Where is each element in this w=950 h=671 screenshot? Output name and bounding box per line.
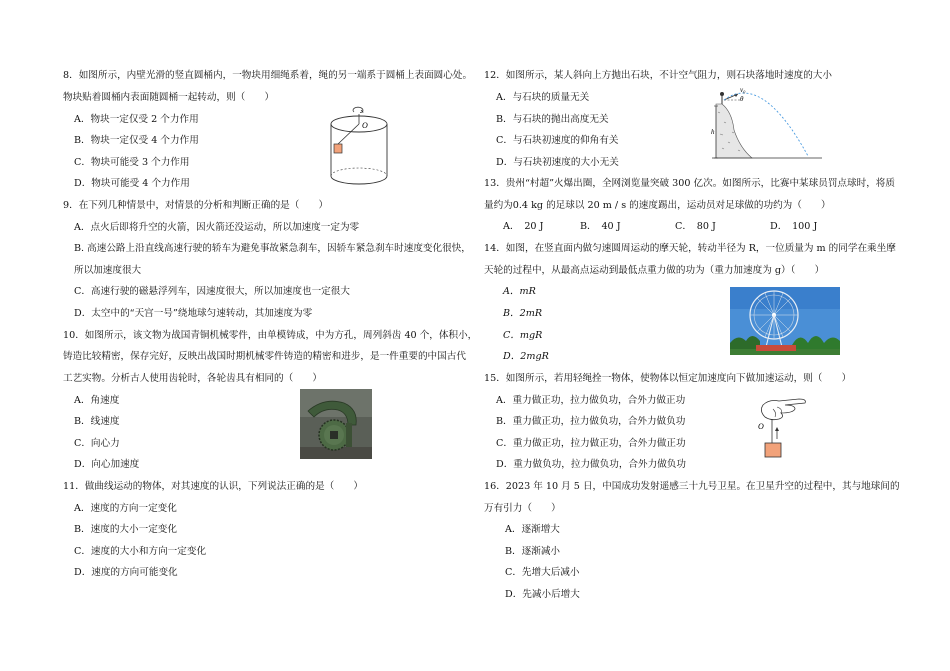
q13-option-b: B． 40 J: [580, 221, 621, 232]
q14-ferris-wheel-photo: [730, 287, 840, 355]
q10-option-b: B．线速度: [74, 416, 120, 427]
q8-option-d: D．物块可能受 4 个力作用: [74, 178, 190, 189]
q10-bronze-gear-photo: [300, 389, 372, 459]
q14-option-a: A．mR: [503, 286, 536, 297]
q13-stem-line1: 13．贵州“村超”火爆出圈，全网浏览量突破 300 亿次。如图所示，比赛中某球员罚点球时，将质: [484, 178, 895, 189]
q9-option-c: C．高速行驶的磁悬浮列车，因速度很大，所以加速度也一定很大: [74, 286, 350, 297]
q8-option-b: B．物块一定仅受 4 个力作用: [74, 135, 199, 146]
q11-option-c: C．速度的大小和方向一定变化: [74, 546, 207, 557]
q8-stem-line2: 物块贴着圆桶内表面随圆桶一起转动，则（ ）: [63, 92, 275, 103]
q8-point-o-label: O: [362, 121, 368, 130]
q15-stem: 15．如图所示，若用轻绳拴一物体，使物体以恒定加速度向下做加速运动，则（ ）: [484, 373, 852, 384]
q15-option-c: C．重力做正功，拉力做正功，合外力做正功: [496, 438, 686, 449]
q11-option-b: B．速度的大小一定变化: [74, 524, 177, 535]
q11-option-d: D．速度的方向可能变化: [74, 567, 178, 578]
q12-stem: 12．如图所示，某人斜向上方抛出石块，不计空气阻力，则石块落地时速度的大小: [484, 70, 832, 81]
q10-option-c: C．向心力: [74, 438, 120, 449]
q15-hand-rope-figure: [755, 395, 813, 465]
q14-option-c: C．mgR: [503, 330, 543, 341]
q16-option-c: C．先增大后减小: [505, 567, 580, 578]
q8-stem-line1: 8．如图所示，内壁光滑的竖直圆桶内，一物块用细绳系着，绳的另一端系于圆桶上表面圆心处。: [63, 70, 473, 81]
q12-option-c: C．与石块初速度的仰角有关: [496, 135, 619, 146]
q12-v0-label: v₀: [740, 86, 746, 94]
q12-option-a: A．与石块的质量无关: [496, 92, 590, 103]
q11-stem: 11．做曲线运动的物体，对其速度的认识，下列说法正确的是（ ）: [63, 481, 364, 492]
q13-option-a: A． 20 J: [503, 221, 544, 232]
q13-stem-line2: 量约为0.4 kg 的足球以 20 m / s 的速度踢出，运动员对足球做的功约为（ ）: [484, 200, 831, 211]
q13-option-d: D． 100 J: [770, 221, 818, 232]
q10-option-d: D．向心加速度: [74, 459, 140, 470]
q16-option-b: B．逐渐减小: [505, 546, 561, 557]
q12-h-label: h: [711, 128, 715, 136]
q16-option-d: D．先减小后增大: [505, 589, 580, 600]
q8-option-c: C．物块可能受 3 个力作用: [74, 157, 190, 168]
q9-option-b-line2: 所以加速度很大: [74, 265, 142, 276]
q10-stem-line3: 工艺实物。分析古人使用齿轮时，各轮齿具有相同的（ ）: [63, 373, 323, 384]
q8-cylinder-figure: [326, 104, 392, 190]
q12-option-d: D．与石块初速度的大小无关: [496, 157, 619, 168]
q14-stem-line1: 14．如图，在竖直面内做匀速圆周运动的摩天轮，转动半径为 R，一位质量为 m 的同学在乘坐摩: [484, 243, 896, 254]
q15-option-b: B．重力做正功，拉力做负功，合外力做负功: [496, 416, 686, 427]
q9-stem: 9．在下列几种情景中，对情景的分析和判断正确的是（ ）: [63, 200, 329, 211]
q12-option-b: B．与石块的抛出高度无关: [496, 114, 609, 125]
q14-option-d: D．2mgR: [503, 351, 549, 362]
q10-stem-line1: 10．如图所示，该文物为战国青铜机械零件，由单模铸成，中为方孔，周列斜齿 40 个，体积小，: [63, 330, 478, 341]
q16-stem-line2: 万有引力（ ）: [484, 503, 561, 514]
q16-option-a: A．逐渐增大: [505, 524, 560, 535]
q11-option-a: A．速度的方向一定变化: [74, 503, 177, 514]
q12-theta-label: θ: [740, 95, 744, 103]
q15-point-o-label: O: [758, 422, 764, 431]
q8-option-a: A．物块一定仅受 2 个力作用: [74, 114, 199, 125]
q13-option-c: C． 80 J: [675, 221, 716, 232]
q9-option-d: D．太空中的“天宫一号”绕地球匀速转动，其加速度为零: [74, 308, 313, 319]
q14-option-b: B．2mR: [503, 308, 543, 319]
q16-stem-line1: 16．2023 年 10 月 5 日，中国成功发射遥感三十九号卫星。在卫星升空的过程中，其与地球间的: [484, 481, 900, 492]
q14-stem-line2: 天轮的过程中，从最高点运动到最低点重力做的功为（重力加速度为 g）（ ）: [484, 265, 825, 276]
q9-option-a: A．点火后即将升空的火箭，因火箭还没运动，所以加速度一定为零: [74, 222, 360, 233]
q10-stem-line2: 铸造比较精密，保存完好，反映出战国时期机械零件铸造的精密和进步，是一件重要的中国古代: [63, 351, 466, 362]
q15-option-a: A．重力做正功，拉力做负功，合外力做正功: [496, 395, 686, 406]
q10-option-a: A．角速度: [74, 395, 120, 406]
q9-option-b-line1: B. 高速公路上沿直线高速行驶的轿车为避免事故紧急刹车，因轿车紧急刹车时速度变化很快，: [74, 243, 471, 254]
q15-option-d: D．重力做负功，拉力做负功，合外力做负功: [496, 459, 686, 470]
q12-projectile-figure: [712, 82, 824, 160]
